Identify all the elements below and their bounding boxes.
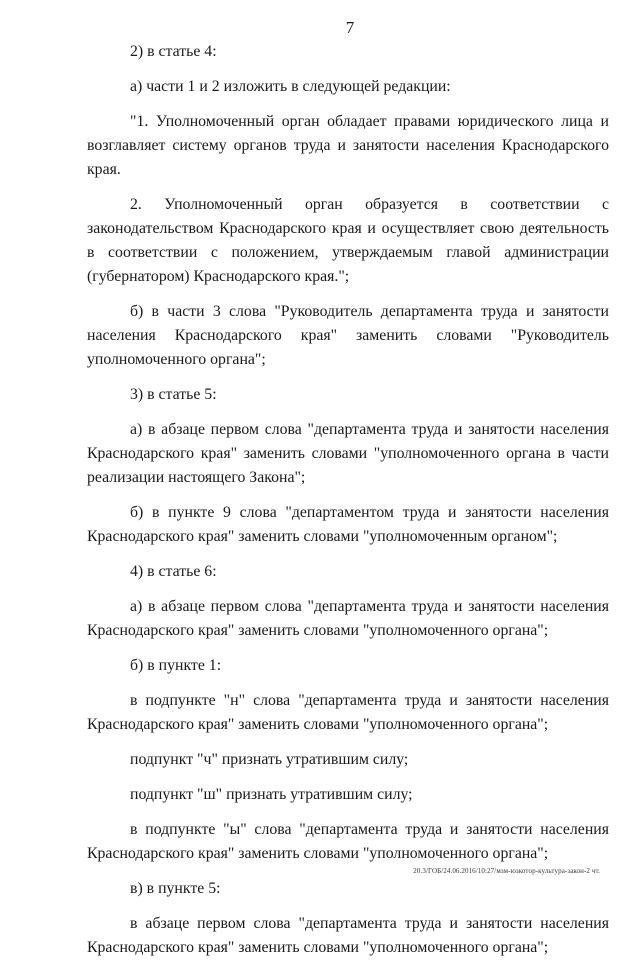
paragraph: б) в части 3 слова "Руководитель департамента труда и занятости населения Краснодарского края" заменить словами "Руководитель уполномоченного органа"; — [87, 303, 609, 368]
paragraph: в подпункте "ы" слова "департамента труда и занятости населения Краснодарского края" заменить словами "уполномоченного органа"; — [87, 821, 609, 862]
paragraph: подпункт "ш" признать утратившим силу; — [130, 786, 413, 803]
paragraph: 2. Уполномоченный орган образуется в соответствии с законодательством Краснодарского края и осуществляет свою деятельность в соответствии с положением, утверждаемым главой администрации (губернатором) Краснодарского края."; — [87, 196, 609, 285]
paragraph: подпункт "ч" признать утратившим силу; — [130, 751, 409, 768]
paragraph: "1. Уполномоченный орган обладает правами юридического лица и возглавляет систему органов труда и занятости населения Краснодарского края. — [87, 113, 609, 178]
paragraph: а) в абзаце первом слова "департамента труда и занятости населения Краснодарского края" заменить словами "уполномоченного органа в части реализации настоящего Закона"; — [87, 421, 609, 486]
paragraph: 2) в статье 4: — [130, 43, 217, 60]
paragraph: в) в пункте 5: — [130, 880, 221, 897]
page-number: 7 — [345, 18, 355, 37]
paragraph: а) части 1 и 2 изложить в следующей редакции: — [130, 78, 451, 95]
paragraph: 3) в статье 5: — [130, 386, 217, 403]
paragraph: в абзаце первом слова "департамента труда и занятости населения Краснодарского края" заменить словами "уполномоченного органа"; — [87, 915, 609, 956]
paragraph: 4) в статье 6: — [130, 563, 217, 580]
paragraph: б) в пункте 1: — [130, 657, 222, 674]
paragraph: а) в абзаце первом слова "департамента труда и занятости населения Краснодарского края" заменить словами "уполномоченного органа"; — [87, 598, 609, 639]
document-body — [87, 40, 609, 960]
document-footer-code: 20.3/ГОБ/24.06.2016/10:27/мзм-юзкотор-культура-закон-2 чт. — [413, 867, 600, 875]
paragraph: б) в пункте 9 слова "департаментом труда и занятости населения Краснодарского края" заменить словами "уполномоченным органом"; — [87, 504, 609, 545]
paragraph: в подпункте "н" слова "департамента труда и занятости населения Краснодарского края" заменить словами "уполномоченного органа"; — [87, 692, 609, 733]
